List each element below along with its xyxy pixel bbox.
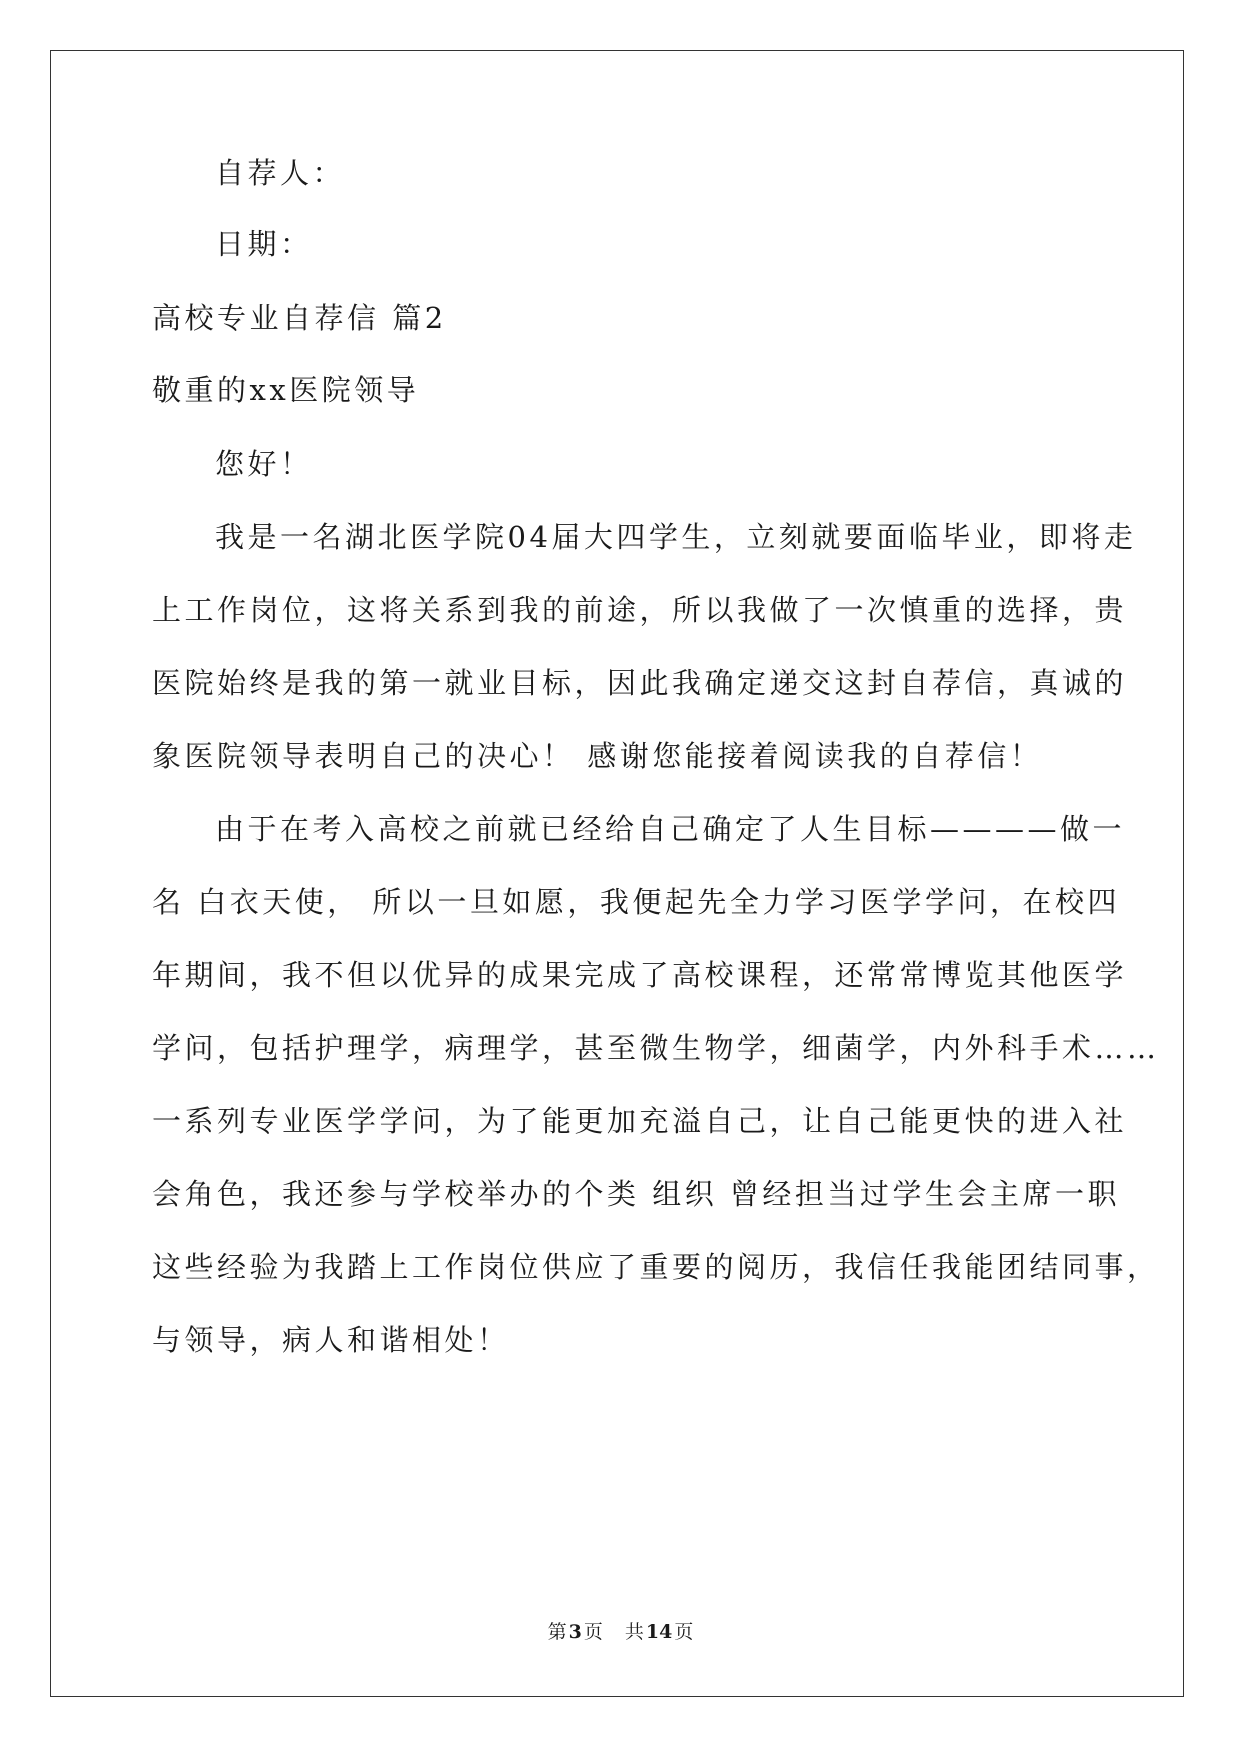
paragraph-2-line-5: 一系列专业医学学问，为了能更加充溢自己，让自己能更快的进入社: [152, 1104, 1128, 1138]
paragraph-2-line-3: 年期间，我不但以优异的成果完成了高校课程，还常常博览其他医学: [152, 958, 1128, 992]
paragraph-2-line-4: 学问，包括护理学，病理学，甚至微生物学，细菌学，内外科手术……: [152, 1031, 1160, 1065]
section-heading: 高校专业自荐信 篇2: [152, 301, 447, 335]
paragraph-2-line-7: 这些经验为我踏上工作岗位供应了重要的阅历，我信任我能团结同事，: [152, 1250, 1160, 1284]
paragraph-1-line-4: 象医院领导表明自己的决心！ 感谢您能接着阅读我的自荐信！: [152, 739, 1043, 773]
page-current: 3: [568, 1621, 582, 1643]
total-prefix: 共: [624, 1621, 644, 1643]
paragraph-2-line-8: 与领导，病人和谐相处！: [152, 1323, 510, 1357]
date-line: 日期：: [215, 227, 313, 261]
paragraph-1-line-1: 我是一名湖北医学院04届大四学生，立刻就要面临毕业，即将走: [215, 520, 1137, 554]
paragraph-2-line-6: 会角色，我还参与学校举办的个类 组织 曾经担当过学生会主席一职: [152, 1177, 1120, 1211]
salutation: 敬重的xx医院领导: [152, 373, 420, 407]
page-suffix: 页: [583, 1621, 603, 1643]
page-footer: [0, 1620, 1241, 1644]
page-total: 14: [645, 1621, 673, 1643]
paragraph-2-line-1: 由于在考入高校之前就已经给自己确定了人生目标————做一: [215, 812, 1126, 846]
greeting: 您好！: [215, 447, 313, 481]
total-suffix: 页: [674, 1621, 694, 1643]
paragraph-1-line-2: 上工作岗位，这将关系到我的前途，所以我做了一次慎重的选择，贵: [152, 593, 1128, 627]
paragraph-1-line-3: 医院始终是我的第一就业目标，因此我确定递交这封自荐信，真诚的: [152, 666, 1128, 700]
page-prefix: 第: [547, 1621, 567, 1643]
paragraph-2-line-2: 名 白衣天使， 所以一旦如愿，我便起先全力学习医学学问，在校四: [152, 885, 1120, 919]
self-recommender-line: 自荐人：: [215, 156, 346, 190]
